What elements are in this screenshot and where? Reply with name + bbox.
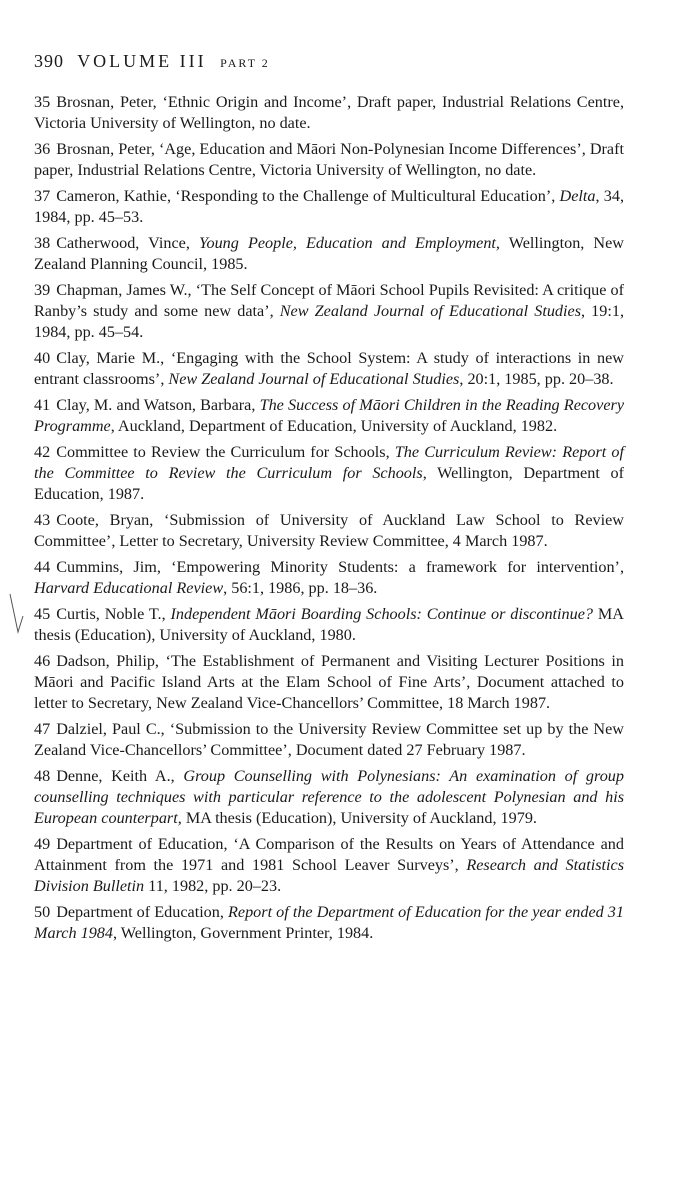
reference-title-italic: New Zealand Journal of Educational Studies [168, 370, 460, 388]
running-head [34, 52, 624, 70]
reference-text: Cameron, Kathie, ‘Responding to the Challenge of Multicultural Education’, [56, 187, 560, 205]
reference-entry [34, 186, 624, 228]
reference-title-italic: Young People, Education and Employment, [198, 234, 500, 252]
reference-text: Clay, Marie M., ‘Engaging with the School System: A study of interactions in new entrant classrooms’, [34, 349, 624, 388]
reference-number: 49 [34, 835, 51, 853]
reference-text: Wellington, New Zealand Planning Council, 1985. [34, 234, 624, 273]
reference-text: Cummins, Jim, ‘Empowering Minority Students: a framework for intervention’, [56, 558, 624, 576]
reference-text: Brosnan, Peter, ‘Age, Education and Māori Non-Polynesian Income Differences’, Draft paper, Industrial Relations Centre, Victoria University of Wellington, no date. [34, 140, 624, 179]
reference-text: Department of Education, ‘A Comparison of the Results on Years of Attendance and Attainment from the 1971 and 1981 School Leaver Surveys’, [34, 835, 624, 874]
reference-entry [34, 280, 624, 343]
reference-text: Committee to Review the Curriculum for Schools, [56, 443, 395, 461]
reference-number: 41 [34, 396, 51, 414]
reference-title-italic: The Curriculum Review: Report of the Committee to Review the Curriculum for Schools [34, 443, 624, 482]
reference-entry [34, 348, 624, 390]
volume-label: VOLUME III [77, 51, 207, 71]
reference-number: 47 [34, 720, 51, 738]
reference-entry [34, 834, 624, 897]
reference-entry [34, 395, 624, 437]
reference-text: Coote, Bryan, ‘Submission of University of Auckland Law School to Review Committee’, Letter to Secretary, University Review Committee, 4 March 1987. [34, 511, 624, 550]
reference-title-italic: Independent Māori Boarding Schools: Continue or discontinue? [170, 605, 594, 623]
reference-text: Curtis, Noble T., [56, 605, 171, 623]
part-label: PART 2 [220, 56, 270, 70]
reference-entry [34, 139, 624, 181]
reference-text: , 34, 1984, pp. 45–53. [34, 187, 624, 226]
reference-entry [34, 651, 624, 714]
reference-title-italic: Group Counselling with Polynesians: An examination of group counselling techniques with particular reference to the adolescent Polynesian and his European counterpart, [34, 767, 624, 827]
reference-number: 40 [34, 349, 51, 367]
reference-entry [34, 902, 624, 944]
reference-text: , 56:1, 1986, pp. 18–36. [223, 579, 378, 597]
reference-text: Chapman, James W., ‘The Self Concept of Māori School Pupils Revisited: A critique of Ranby’s study and some new data’, [34, 281, 624, 320]
reference-entry [34, 510, 624, 552]
reference-number: 48 [34, 767, 51, 785]
reference-entry [34, 442, 624, 505]
reference-number: 46 [34, 652, 51, 670]
reference-text: Department of Education, [56, 903, 229, 921]
reference-title-italic: The Success of Māori Children in the Reading Recovery Programme [34, 396, 625, 435]
reference-title-italic: Harvard Educational Review [34, 579, 224, 597]
reference-text: , 20:1, 1985, pp. 20–38. [459, 370, 614, 388]
reference-text: Dadson, Philip, ‘The Establishment of Permanent and Visiting Lecturer Positions in Māori and Pacific Island Arts at the Elam School of Fine Arts’, Document attached to letter to Secretary, New Zealand Vice-Chancellors’ Committee, 18 March 1987. [34, 652, 624, 712]
reference-text: MA thesis (Education), University of Auckland, 1979. [181, 809, 537, 827]
reference-text: Clay, M. and Watson, Barbara, [56, 396, 260, 414]
reference-text: Catherwood, Vince, [56, 234, 199, 252]
reference-entry [34, 233, 624, 275]
reference-text: , 19:1, 1984, pp. 45–54. [34, 302, 625, 341]
reference-number: 36 [34, 140, 51, 158]
reference-entry [34, 557, 624, 599]
reference-number: 44 [34, 558, 51, 576]
reference-entry [34, 719, 624, 761]
reference-text: Dalziel, Paul C., ‘Submission to the University Review Committee set up by the New Zealand Vice-Chancellors’ Committee’, Document dated 27 February 1987. [34, 720, 624, 759]
reference-number: 45 [34, 605, 51, 623]
reference-text: MA thesis (Education), University of Auckland, 1980. [34, 605, 624, 644]
page-number: 390 [34, 51, 64, 71]
reference-list [34, 92, 624, 944]
reference-text: Denne, Keith A., [56, 767, 184, 785]
reference-title-italic: Report of the Department of Education for the year ended 31 March 1984 [34, 903, 624, 942]
reference-number: 39 [34, 281, 51, 299]
reference-entry [34, 92, 624, 134]
reference-number: 50 [34, 903, 51, 921]
book-page [34, 52, 624, 949]
reference-number: 35 [34, 93, 51, 111]
reference-number: 38 [34, 234, 51, 252]
reference-number: 42 [34, 443, 51, 461]
reference-number: 37 [34, 187, 51, 205]
reference-number: 43 [34, 511, 51, 529]
reference-text: , Wellington, Department of Education, 1987. [34, 464, 624, 503]
reference-text: , Wellington, Government Printer, 1984. [112, 924, 374, 942]
reference-text: Brosnan, Peter, ‘Ethnic Origin and Income’, Draft paper, Industrial Relations Centre, Victoria University of Wellington, no date. [34, 93, 624, 132]
reference-text: , Auckland, Department of Education, University of Auckland, 1982. [110, 417, 558, 435]
margin-pencil-mark [8, 592, 28, 634]
reference-entry [34, 604, 624, 646]
reference-text: 11, 1982, pp. 20–23. [144, 877, 282, 895]
reference-title-italic: Delta [559, 187, 596, 205]
reference-title-italic: Research and Statistics Division Bulletin [34, 856, 624, 895]
reference-entry [34, 766, 624, 829]
reference-title-italic: New Zealand Journal of Educational Studies [279, 302, 582, 320]
